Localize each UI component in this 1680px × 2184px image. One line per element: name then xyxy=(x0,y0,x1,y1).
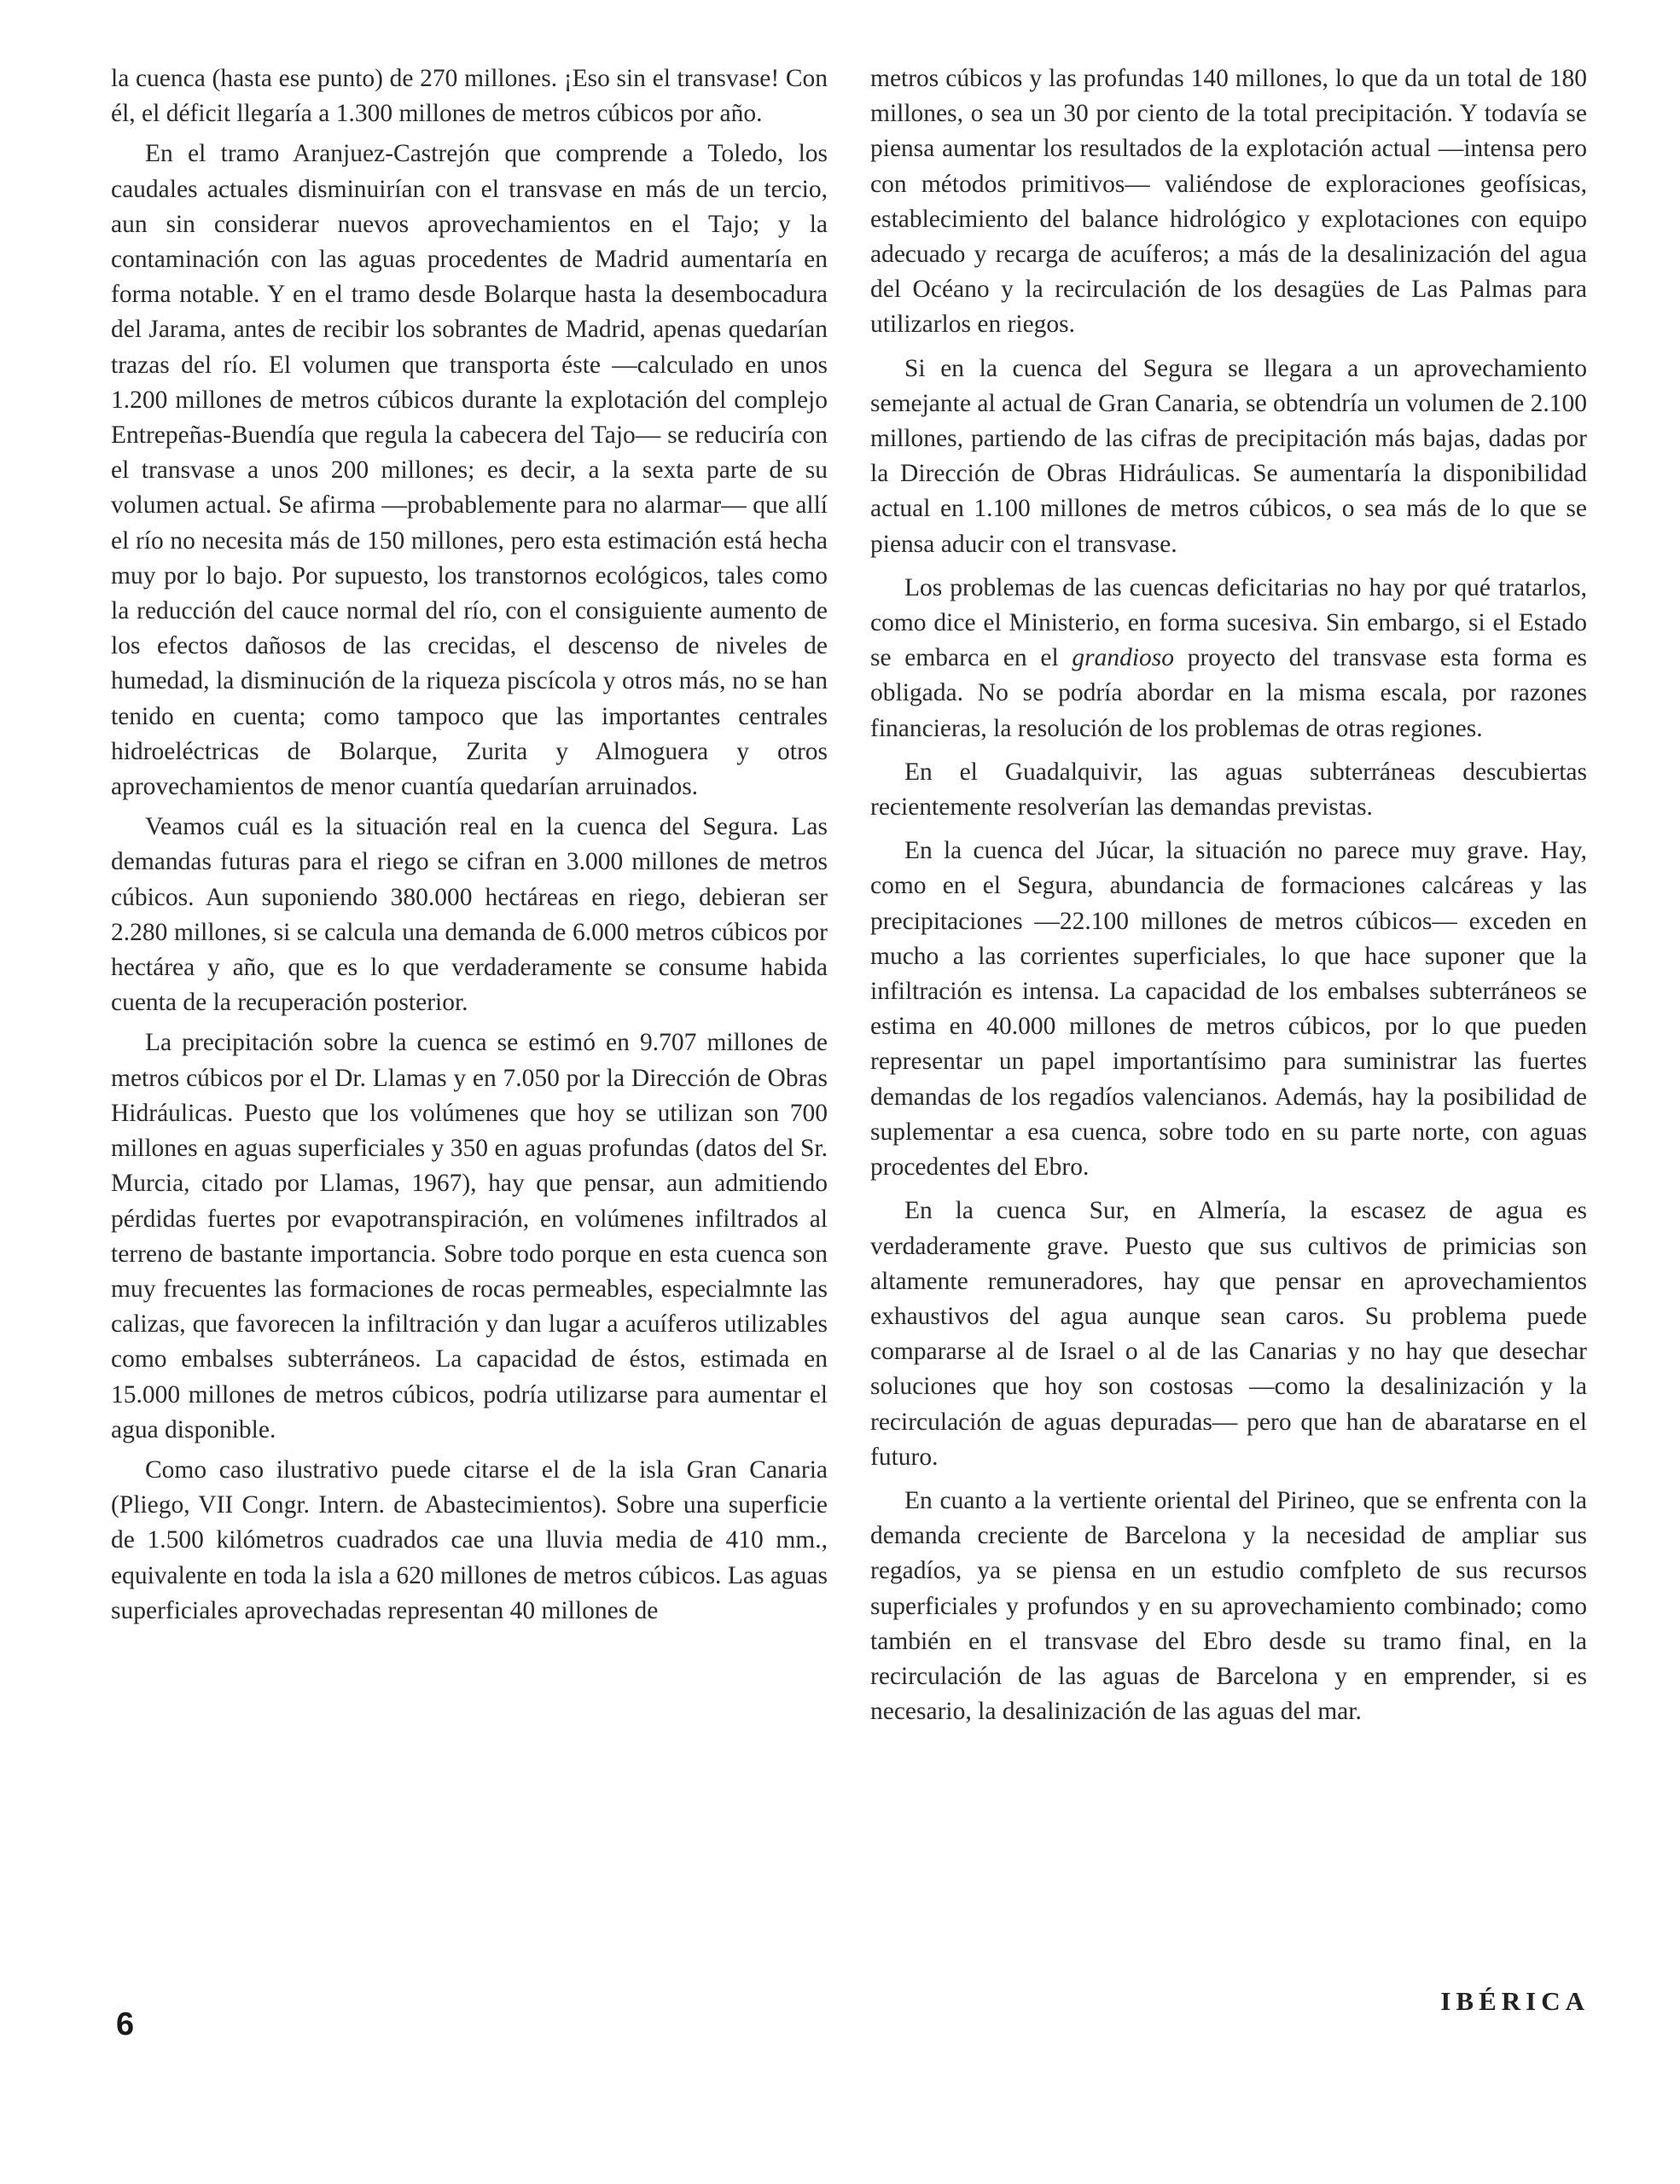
paragraph: Veamos cuál es la situación real en la cuenca del Segura. Las demandas futuras para el riego se cifran en 3.000 millones de metros cúbicos. Aun suponiendo 380.000 hectáreas en riego, debieran ser 2.280 millones, si se calcula una demanda de 6.000 metros cúbicos por hectárea y año, que es lo que verdaderamente se consume habida cuenta de la recuperación posterior. xyxy=(111,813,828,1017)
paragraph: En el tramo Aranjuez-Castrejón que comprende a Toledo, los caudales actuales disminuirían con el transvase en más de un tercio, aun sin considerar nuevos aprovechamientos en el Tajo; y la contaminación con las aguas procedentes de Madrid aumentaría en forma notable. Y en el tramo desde Bolarque hasta la desembocadura del Jarama, antes de recibir los sobrantes de Madrid, apenas quedarían trazas del río. El volumen que transporta éste —calculado en unos 1.200 millones de metros cúbicos durante la explotación del complejo Entrepeñas-Buendía que regula la cabecera del Tajo— se reduciría con el transvase a unos 200 millones; es decir, a la sexta parte de su volumen actual. Se afirma —probablemente para no alarmar— que allí el río no necesita más de 150 millones, pero esta estimación está hecha muy por lo bajo. Por supuesto, los transtornos ecológicos, tales como la reducción del cauce normal del río, con el consiguiente aumento de los efectos dañosos de las crecidas, el descenso de niveles de humedad, la disminución de la riqueza piscícola y otros más, no se han tenido en cuenta; como tampoco que las importantes centrales hidroeléctricas de Bolarque, Zurita y Almoguera y otros aprovechamientos de menor cuantía quedarían arruinados. xyxy=(111,140,828,801)
paragraph: Si en la cuenca del Segura se llegara a un aprovechamiento semejante al actual de Gran Canaria, se obtendría un volumen de 2.100 millones, partiendo de las cifras de precipitación más bajas, dadas por la Dirección de Obras Hidráulicas. Se aumentaría la disponibilidad actual en 1.100 millones de metros cúbicos, o sea más de lo que se piensa aducir con el transvase. xyxy=(870,354,1587,558)
paragraph: la cuenca (hasta ese punto) de 270 millones. ¡Eso sin el transvase! Con él, el déficit llegaría a 1.300 millones de metros cúbicos por año. xyxy=(111,65,828,128)
paragraph-text: Los problemas de las cuencas deficitarias no hay por qué tratarlos, como dice el Ministerio, en forma sucesiva. Sin embargo, si el Estado se embarca en el xyxy=(870,573,1587,672)
paragraph xyxy=(870,571,1587,746)
paragraph: metros cúbicos y las profundas 140 millones, lo que da un total de 180 millones, o sea un 30 por ciento de la total precipitación. Y todavía se piensa aumentar los resultados de la explotación actual —intensa pero con métodos primitivos— valiéndose de exploraciones geofísicas, establecimiento del balance hidrológico y explotaciones con equipo adecuado y recarga de acuíferos; a más de la desalinización del agua del Océano y la recirculación de los desagües de Las Palmas para utilizarlos en riegos. xyxy=(870,65,1587,339)
emphasis-text: grandioso xyxy=(1072,644,1175,672)
paragraph: Como caso ilustrativo puede citarse el de la isla Gran Canaria (Pliego, VII Congr. Intern. de Abastecimientos). Sobre una superficie de 1.500 kilómetros cuadrados cae una lluvia media de 410 mm., equivalente en toda la isla a 620 millones de metros cúbicos. Las aguas superficiales aprovechadas representan 40 millones de xyxy=(111,1455,828,1624)
journal-name: IBÉRICA xyxy=(1440,1986,1590,2016)
paragraph: La precipitación sobre la cuenca se estimó en 9.707 millones de metros cúbicos por el Dr. Llamas y en 7.050 por la Dirección de Obras Hidráulicas. Puesto que los volúmenes que hoy se utilizan son 700 millones en aguas superficiales y 350 en aguas profundas (datos del Sr. Murcia, citado por Llamas, 1967), hay que pensar, aun admitiendo pérdidas fuertes por evapotranspiración, en volúmenes infiltrados al terreno de bastante importancia. Sobre todo porque en esta cuenca son muy frecuentes las formaciones de rocas permeables, especialmnte las calizas, que favorecen la infiltración y dan lugar a acuíferos utilizables como embalses subterráneos. La capacidad de éstos, estimada en 15.000 millones de metros cúbicos, podría utilizarse para aumentar el agua disponible. xyxy=(111,1029,828,1443)
paragraph: En la cuenca del Júcar, la situación no parece muy grave. Hay, como en el Segura, abundancia de formaciones calcáreas y las precipitaciones —22.100 millones de metros cúbicos— exceden en mucho a las corrientes superficiales, lo que hace suponer que la infiltración es intensa. La capacidad de los embalses subterráneos se estima en 40.000 millones de metros cúbicos, por lo que pueden representar un papel importantísimo para suministrar las fuertes demandas de los regadíos valencianos. Además, hay la posibilidad de suplementar a esa cuenca, sobre todo en su parte norte, con aguas procedentes del Ebro. xyxy=(870,837,1587,1182)
page-number: 6 xyxy=(116,2007,135,2042)
left-column xyxy=(111,61,828,1629)
paragraph: En el Guadalquivir, las aguas subterráneas descubiertas recientemente resolverían las demandas previstas. xyxy=(870,758,1587,822)
paragraph: En la cuenca Sur, en Almería, la escasez de agua es verdaderamente grave. Puesto que sus cultivos de primicias son altamente remuneradores, hay que pensar en aprovechamientos exhaustivos del agua aunque sean caros. Su problema puede compararse al de Israel o al de las Canarias y no hay que desechar soluciones que hoy son costosas —como la desalinización y la recirculación de aguas depuradas— pero que han de abaratarse en el futuro. xyxy=(870,1197,1587,1471)
paragraph: En cuanto a la vertiente oriental del Pirineo, que se enfrenta con la demanda creciente de Barcelona y la necesidad de ampliar sus regadíos, ya se piensa en un estudio comfpleto de sus recursos superficiales y profundos y en su aprovechamiento combinado; como también en el transvase del Ebro desde su tramo final, en la recirculación de las aguas de Barcelona y en emprender, si es necesario, la desalinización de las aguas del mar. xyxy=(870,1486,1587,1726)
right-column xyxy=(870,61,1587,1729)
paragraph-text: proyecto del transvase esta forma es obligada. No se podría abordar en la misma escala, por razones financieras, la resolución de los problemas de otras regiones. xyxy=(870,644,1587,742)
